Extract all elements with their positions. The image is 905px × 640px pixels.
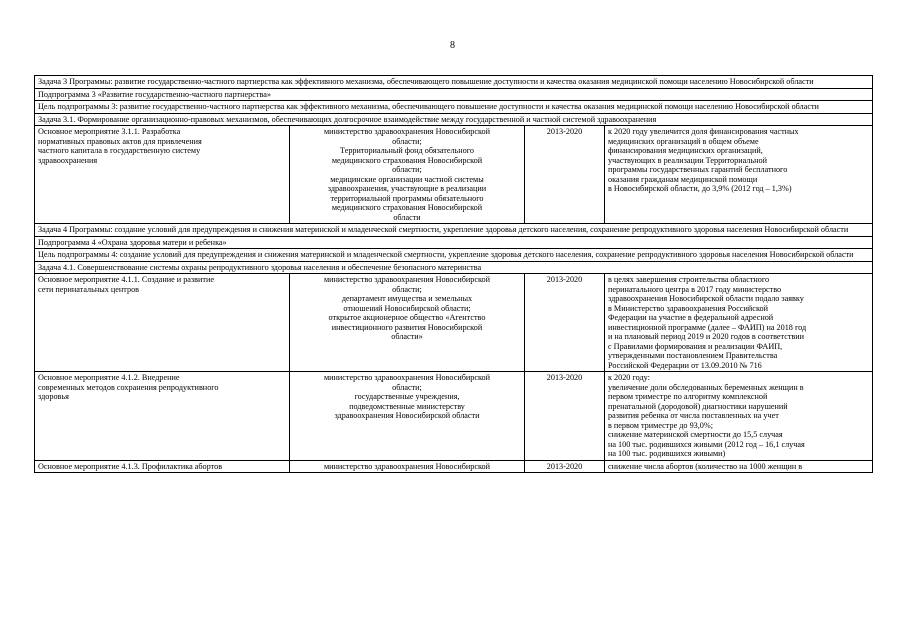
subprogram-3-goal-row [35, 101, 873, 114]
measure-3-1-1-period: 2013-2020 [525, 126, 605, 224]
measure-4-1-1-name: Основное мероприятие 4.1.1. Создание и развитие сети перинатальных центров [35, 274, 290, 372]
measure-4-1-3-executors: министерство здравоохранения Новосибирской [290, 460, 525, 473]
measure-4-1-3-name: Основное мероприятие 4.1.3. Профилактика абортов [35, 460, 290, 473]
measure-4-1-1-result: в целях завершения строительства областного перинатального центра в 2017 году министерство здравоохранения Новосибирской области подало заявку в Министерство здравоохранения Российской Федерации на участие в федеральной адресной инвестиционной программе (далее – ФАИП) на 2018 год и на плановый период 2019 и 2020 годов в соответствии с Правилами формирования и реализации ФАИП, утвержденными постановлением Правительства Российской Федерации от 13.09.2010 № 716 [605, 274, 873, 372]
task-3-1-row [35, 113, 873, 126]
subprogram-3-row [35, 88, 873, 101]
task-4-text: Задача 4 Программы: создание условий для предупреждения и снижения материнской и младенческой смертности, укрепление здоровья детского населения, сохранение репродуктивного здоровья населения Новосибирской области [35, 224, 873, 237]
subprogram-4-goal-text: Цель подпрограммы 4: создание условий для предупреждения и снижения материнской и младенческой смертности, укрепление здоровья детского населения, сохранение репродуктивного здоровья населения Новосибирской области [35, 249, 873, 262]
measure-4-1-3-period: 2013-2020 [525, 460, 605, 473]
subprogram-4-row [35, 236, 873, 249]
measure-3-1-1-row [35, 126, 873, 224]
subprogram-4-goal-row [35, 249, 873, 262]
measure-4-1-2-period: 2013-2020 [525, 372, 605, 461]
task-4-row [35, 224, 873, 237]
measure-3-1-1-name: Основное мероприятие 3.1.1. Разработка нормативных правовых актов для привлечения частного капитала в государственную систему здравоохранения [35, 126, 290, 224]
measure-4-1-2-executors: министерство здравоохранения Новосибирской области; государственные учреждения, подведомственные министерству здравоохранения Новосибирской области [290, 372, 525, 461]
measure-3-1-1-executors: министерство здравоохранения Новосибирской области; Территориальный фонд обязательного медицинского страхования Новосибирской области; медицинские организации частной системы здравоохранения, участвующие в реализации территориальной программы обязательного медицинского страхования Новосибирской области [290, 126, 525, 224]
task-3-1-text: Задача 3.1. Формирование организационно-правовых механизмов, обеспечивающих долгосрочное взаимодействие между государственной и частной системой здравоохранения [35, 113, 873, 126]
measure-4-1-3-row [35, 460, 873, 473]
measure-4-1-3-result: снижение числа абортов (количество на 1000 женщин в [605, 460, 873, 473]
measure-4-1-1-executors: министерство здравоохранения Новосибирской области; департамент имущества и земельных отношений Новосибирской области; открытое акционерное общество «Агентство инвестиционного развития Новосибирской области» [290, 274, 525, 372]
subprogram-4-text: Подпрограмма 4 «Охрана здоровья матери и ребенка» [35, 236, 873, 249]
measure-4-1-1-period: 2013-2020 [525, 274, 605, 372]
task-4-1-text: Задача 4.1. Совершенствование системы охраны репродуктивного здоровья населения и обеспечение безопасного материнства [35, 261, 873, 274]
subprogram-3-goal-text: Цель подпрограммы 3: развитие государственно-частного партнерства как эффективного механизма, обеспечивающего повышение доступности и качества оказания медицинской помощи населению Новосибирской области [35, 101, 873, 114]
measure-4-1-2-result: к 2020 году: увеличение доли обследованных беременных женщин в первом триместре по алгоритму комплексной пренатальной (дородовой) диагностики нарушений развития ребенка от числа поставленных на учет в первом триместре до 93,0%; снижение материнской смертности до 15,5 случая на 100 тыс. родившихся живыми (2012 год – 16,1 случая на 100 тыс. родившихся живыми) [605, 372, 873, 461]
page-number: 8 [450, 40, 455, 51]
measure-4-1-2-row [35, 372, 873, 461]
measure-4-1-2-name: Основное мероприятие 4.1.2. Внедрение современных методов сохранения репродуктивного здоровья [35, 372, 290, 461]
task-3-row [35, 76, 873, 89]
task-4-1-row [35, 261, 873, 274]
task-3-text: Задача 3 Программы: развитие государственно-частного партнерства как эффективного механизма, обеспечивающего повышение доступности и качества оказания медицинской помощи населению Новосибирской области [35, 76, 873, 89]
measure-4-1-1-row [35, 274, 873, 372]
measure-3-1-1-result: к 2020 году увеличится доля финансирования частных медицинских организаций в общем объеме финансирования медицинских организаций, участвующих в реализации Территориальной программы государственных гарантий бесплатного оказания гражданам медицинской помощи в Новосибирской области, до 3,9% (2012 год – 1,3%) [605, 126, 873, 224]
program-table [34, 75, 873, 473]
subprogram-3-text: Подпрограмма 3 «Развитие государственно-частного партнерства» [35, 88, 873, 101]
